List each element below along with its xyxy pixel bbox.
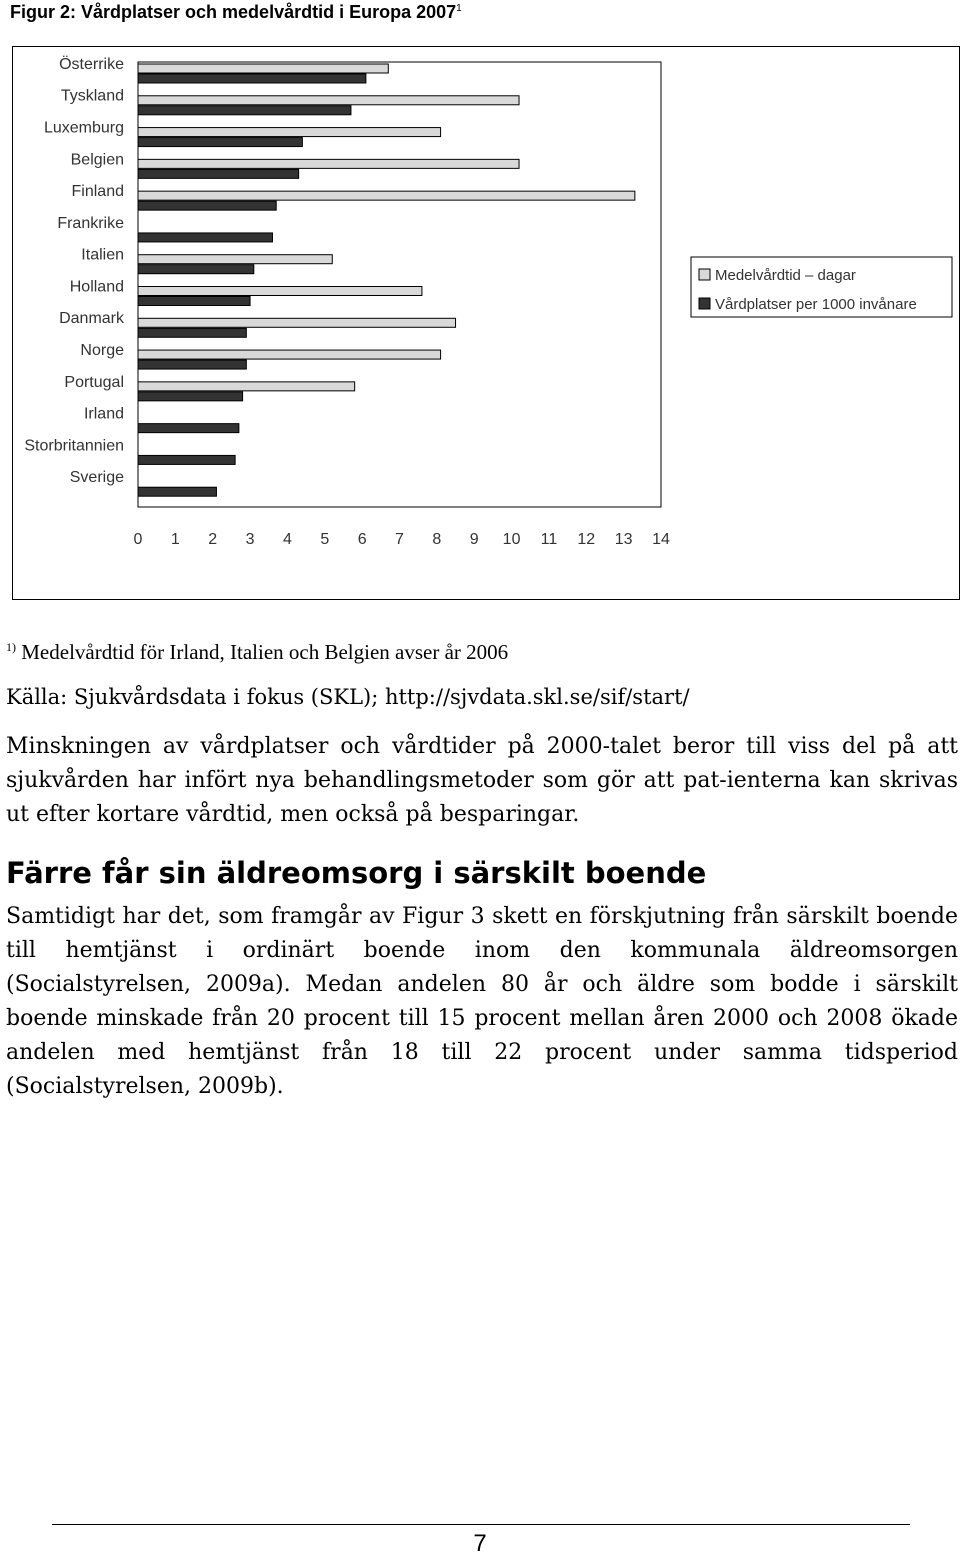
bar-vardplatser (138, 106, 351, 115)
bar-vardplatser (138, 201, 276, 210)
bar-chart (13, 47, 959, 599)
bar-medelvardtid (138, 96, 519, 105)
footnote: $^{1)}$ Medelvårdtid för Irland, Italien och Belgien avser år 2006 (6, 640, 509, 664)
category-label: Sverige (69, 469, 124, 487)
bar-vardplatser (138, 424, 239, 433)
x-tick-label: 7 (395, 531, 404, 548)
category-label: Norge (80, 341, 124, 359)
bar-vardplatser (138, 487, 216, 496)
bar-medelvardtid (138, 191, 635, 200)
x-tick-label: 5 (320, 531, 330, 548)
section-heading: Färre får sin äldreomsorg i särskilt boende (6, 856, 707, 890)
legend-swatch (699, 269, 710, 280)
category-label: Danmark (59, 310, 124, 328)
x-tick-label: 0 (133, 531, 143, 548)
source-line: Källa: Sjukvårdsdata i fokus (SKL); http://sjvdata.skl.se/sif/start/ (6, 685, 690, 709)
x-tick-label: 12 (577, 531, 596, 548)
category-label: Italien (81, 246, 124, 264)
x-tick-label: 4 (282, 531, 292, 548)
bar-vardplatser (138, 392, 243, 401)
bar-vardplatser (138, 328, 246, 337)
category-label: Portugal (64, 373, 124, 391)
bar-vardplatser (138, 360, 246, 369)
bar-medelvardtid (138, 255, 332, 264)
x-tick-label: 9 (469, 531, 479, 548)
bar-medelvardtid (138, 287, 422, 296)
category-label: Tyskland (60, 87, 124, 105)
category-label: Storbritannien (24, 437, 124, 455)
paragraph-2: Samtidigt har det, som framgår av Figur 3 skett en förskjutning från särskilt boende till hemtjänst i ordinärt boende inom den kommunala äldreomsorgen (Socialstyrelsen, 2009a). Medan andelen 80 år och äldre som bodde i särskilt boende minskade från 20 procent till 15 procent mellan åren 2000 och 2008 ökade andelen med hemtjänst från 18 till 22 procent under samma tidsperiod (Socialstyrelsen, 2009b). (6, 904, 958, 1099)
bar-vardplatser (138, 297, 250, 306)
paragraph-1: Minskningen av vårdplatser och vårdtider på 2000-talet beror till viss del på att sjukvården har infört nya behandlingsmetoder som gör att pat-ienterna kan skrivas ut efter kortare vårdtid, men också på besparingar. (6, 734, 958, 827)
legend-label: Vårdplatser per 1000 invånare (715, 296, 917, 313)
x-tick-label: 10 (502, 531, 521, 548)
bar-vardplatser (138, 455, 235, 464)
bar-vardplatser (138, 74, 366, 83)
bar-vardplatser (138, 169, 299, 178)
figure-title: Figur 2: Vårdplatser och medelvårdtid i Europa 2007$^1$ (10, 2, 462, 22)
footer-divider (52, 1524, 910, 1525)
legend-label: Medelvårdtid – dagar (715, 267, 856, 284)
category-label: Holland (69, 278, 124, 296)
legend-swatch (699, 298, 710, 309)
bar-medelvardtid (138, 64, 388, 73)
category-label: Luxemburg (43, 119, 124, 137)
bar-medelvardtid (138, 318, 456, 327)
bar-medelvardtid (138, 350, 441, 359)
x-tick-label: 14 (652, 531, 670, 548)
x-tick-label: 3 (245, 531, 255, 548)
bar-vardplatser (138, 138, 302, 147)
category-label: Österrike (59, 55, 124, 73)
category-label: Finland (71, 183, 124, 201)
bar-medelvardtid (138, 159, 519, 168)
x-tick-label: 6 (357, 531, 367, 548)
category-label: Belgien (70, 151, 124, 169)
x-tick-label: 1 (170, 531, 180, 548)
bar-vardplatser (138, 265, 254, 274)
x-tick-label: 2 (208, 531, 218, 548)
x-tick-label: 11 (540, 531, 558, 548)
x-tick-label: 8 (432, 531, 442, 548)
bar-vardplatser (138, 233, 272, 242)
x-tick-label: 13 (614, 531, 633, 548)
bar-medelvardtid (138, 382, 355, 391)
bar-medelvardtid (138, 128, 441, 137)
chart-frame (12, 46, 960, 600)
page-number: 7 (473, 1530, 487, 1557)
category-label: Frankrike (57, 214, 124, 232)
category-label: Irland (83, 405, 124, 423)
